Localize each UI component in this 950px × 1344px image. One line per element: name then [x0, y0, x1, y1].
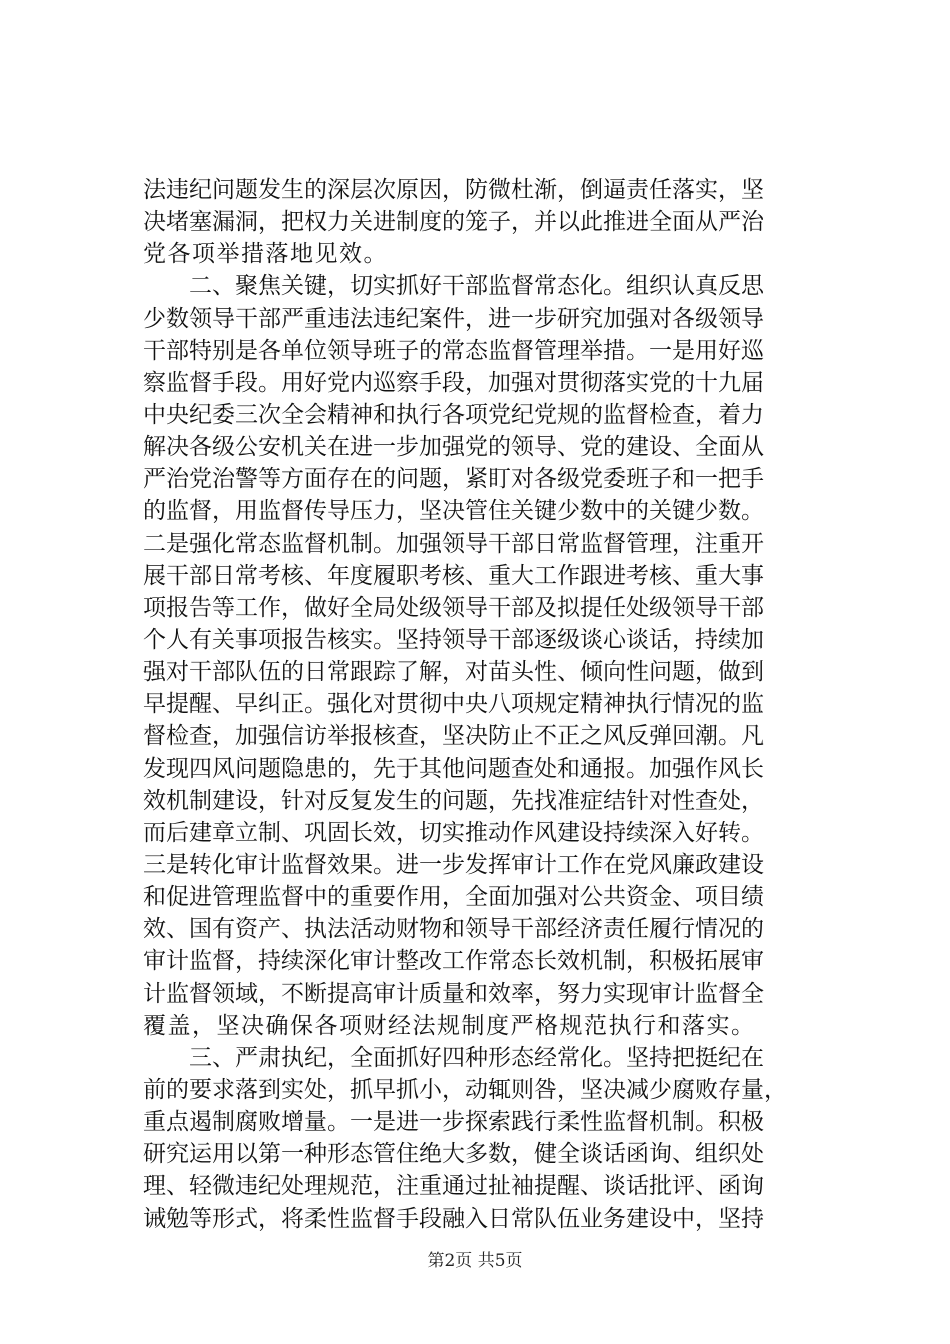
- text-line: 决堵塞漏洞，把权力关进制度的笼子，并以此推进全面从严治: [143, 209, 764, 236]
- text-line: 计监督领域，不断提高审计质量和效率，努力实现审计监督全: [143, 980, 764, 1007]
- document-body: [143, 174, 833, 1235]
- text-line: 诫勉等形式，将柔性监督手段融入日常队伍业务建设中，坚持: [143, 1205, 764, 1232]
- text-line: 效机制建设，针对反复发生的问题，先找准症结针对性查处，: [143, 787, 764, 814]
- text-line: 二是强化常态监督机制。加强领导干部日常监督管理，注重开: [143, 530, 764, 557]
- text-line: 审计监督，持续深化审计整改工作常态长效机制，积极拓展审: [143, 948, 764, 975]
- text-line: 发现四风问题隐患的，先于其他问题查处和通报。加强作风长: [143, 755, 764, 782]
- text-line: 三是转化审计监督效果。进一步发挥审计工作在党风廉政建设: [143, 851, 764, 878]
- text-line: 干部特别是各单位领导班子的常态监督管理举措。一是用好巡: [143, 337, 764, 364]
- text-line: 察监督手段。用好党内巡察手段，加强对贯彻落实党的十九届: [143, 369, 764, 396]
- text-line: 三、严肃执纪，全面抓好四种形态经常化。坚持把挺纪在: [143, 1044, 764, 1071]
- text-line: 展干部日常考核、年度履职考核、重大工作跟进考核、重大事: [143, 562, 764, 589]
- text-line: 重点遏制腐败增量。一是进一步探索践行柔性监督机制。积极: [143, 1109, 764, 1136]
- text-line: 和促进管理监督中的重要作用，全面加强对公共资金、项目绩: [143, 884, 764, 911]
- text-line: 中央纪委三次全会精神和执行各项党纪党规的监督检查，着力: [143, 401, 764, 428]
- text-line: 督检查，加强信访举报核查，坚决防止不正之风反弹回潮。凡: [143, 723, 764, 750]
- text-line: 而后建章立制、巩固长效，切实推动作风建设持续深入好转。: [143, 819, 764, 846]
- text-line: 的监督，用监督传导压力，坚决管住关键少数中的关键少数。: [143, 498, 764, 525]
- text-line: 强对干部队伍的日常跟踪了解，对苗头性、倾向性问题，做到: [143, 659, 764, 686]
- text-line: 覆盖，坚决确保各项财经法规制度严格规范执行和落实。: [143, 1012, 756, 1039]
- text-line: 效、国有资产、执法活动财物和领导干部经济责任履行情况的: [143, 916, 764, 943]
- text-line: 个人有关事项报告核实。坚持领导干部逐级谈心谈话，持续加: [143, 626, 764, 653]
- text-line: 项报告等工作，做好全局处级领导干部及拟提任处级领导干部: [143, 594, 764, 621]
- text-line: 党各项举措落地见效。: [143, 241, 388, 268]
- text-line: 解决各级公安机关在进一步加强党的领导、党的建设、全面从: [143, 434, 764, 461]
- text-line: 前的要求落到实处，抓早抓小，动辄则咎，坚决减少腐败存量，: [143, 1076, 787, 1103]
- text-line: 理、轻微违纪处理规范，注重通过扯袖提醒、谈话批评、函询: [143, 1173, 764, 1200]
- page-number-footer: 第2页 共5页: [427, 1251, 523, 1271]
- text-line: 法违纪问题发生的深层次原因，防微杜渐，倒逼责任落实，坚: [143, 177, 764, 203]
- text-line: 少数领导干部严重违法违纪案件，进一步研究加强对各级领导: [143, 305, 764, 332]
- text-line: 二、聚焦关键，切实抓好干部监督常态化。组织认真反思: [143, 273, 764, 300]
- text-line: 严治党治警等方面存在的问题，紧盯对各级党委班子和一把手: [143, 466, 764, 493]
- text-line: 早提醒、早纠正。强化对贯彻中央八项规定精神执行情况的监: [143, 691, 764, 718]
- text-line: 研究运用以第一种形态管住绝大多数，健全谈话函询、组织处: [143, 1141, 764, 1168]
